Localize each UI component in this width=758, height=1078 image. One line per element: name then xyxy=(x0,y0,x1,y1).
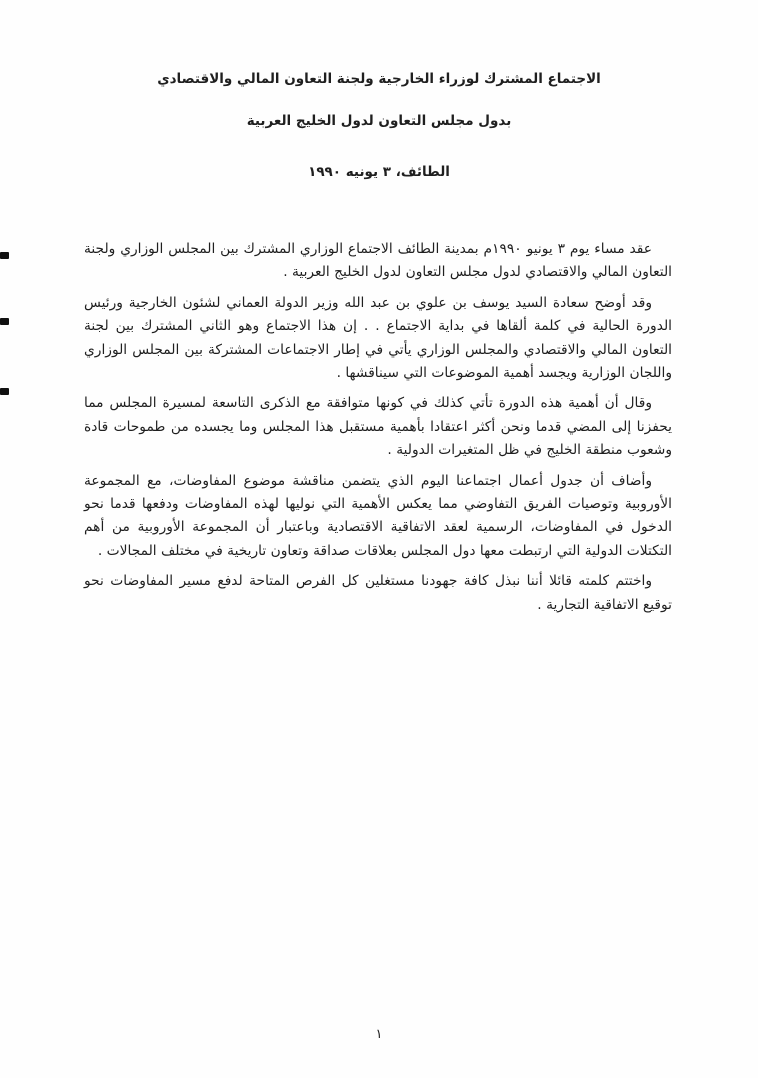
document-body xyxy=(84,238,672,617)
scan-artifact-mark xyxy=(0,388,9,395)
document-title-line-1: الاجتماع المشترك لوزراء الخارجية ولجنة التعاون المالي والاقتصادي xyxy=(157,71,601,87)
document-header xyxy=(0,0,758,192)
body-paragraph: واختتم كلمته قائلا أننا نبذل كافة جهودنا مستغلين كل الفرص المتاحة لدفع مسير المفاوضات نحو توقيع الاتفاقية التجارية . xyxy=(84,573,672,613)
scan-artifact-mark xyxy=(0,318,9,325)
scan-artifact-mark xyxy=(0,252,9,259)
document-date: الطائف، ٣ يونيه ١٩٩٠ xyxy=(308,164,450,180)
document-title-line-2: بدول مجلس التعاون لدول الخليج العربية xyxy=(246,113,512,129)
body-paragraph: عقد مساء يوم ٣ يونيو ١٩٩٠م بمدينة الطائف الاجتماع الوزاري المشترك بين المجلس الوزاري ولجنة التعاون المالي والاقتصادي لدول مجلس التعاون لدول الخليج العربية . xyxy=(84,241,672,281)
page-number: ١ xyxy=(375,1027,383,1042)
body-paragraph: وقد أوضح سعادة السيد يوسف بن علوي بن عبد الله وزير الدولة العماني لشئون الخارجية ورئيس الدورة الحالية في كلمة ألقاها في بداية الاجتماع . . إن هذا الاجتماع وهو الثاني المشترك بين لجنة التعاون المالي والاقتصادي والمجلس الوزاري يأتي في إطار الاجتماعات المشتركة بين المجلس الوزاري واللجان الوزارية ويجسد أهمية الموضوعات التي سيناقشها . xyxy=(84,294,672,382)
page-footer xyxy=(0,1023,758,1042)
body-paragraph: وقال أن أهمية هذه الدورة تأتي كذلك في كونها متوافقة مع الذكرى التاسعة لمسيرة المجلس مما يحفزنا إلى المضي قدما ونحن أكثر اعتقادا بأهمية مستقبل هذا المجلس وما يجسده من طموحات قادة وشعوب منطقة الخليج في ظل المتغيرات الدولية . xyxy=(84,395,672,459)
body-paragraph: وأضاف أن جدول أعمال اجتماعنا اليوم الذي يتضمن مناقشة موضوع المفاوضات، مع المجموعة الأوروبية وتوصيات الفريق التفاوضي مما يعكس الأهمية التي نوليها لهذه المفاوضات ودفعها قدما نحو الدخول في المفاوضات، الرسمية لعقد الاتفاقية الاقتصادية وباعتبار أن المجموعة الأوروبية من أهم التكتلات الدولية التي ارتبطت معها دول المجلس بعلاقات صداقة وتعاون تاريخية في مختلف المجالات . xyxy=(84,472,672,559)
